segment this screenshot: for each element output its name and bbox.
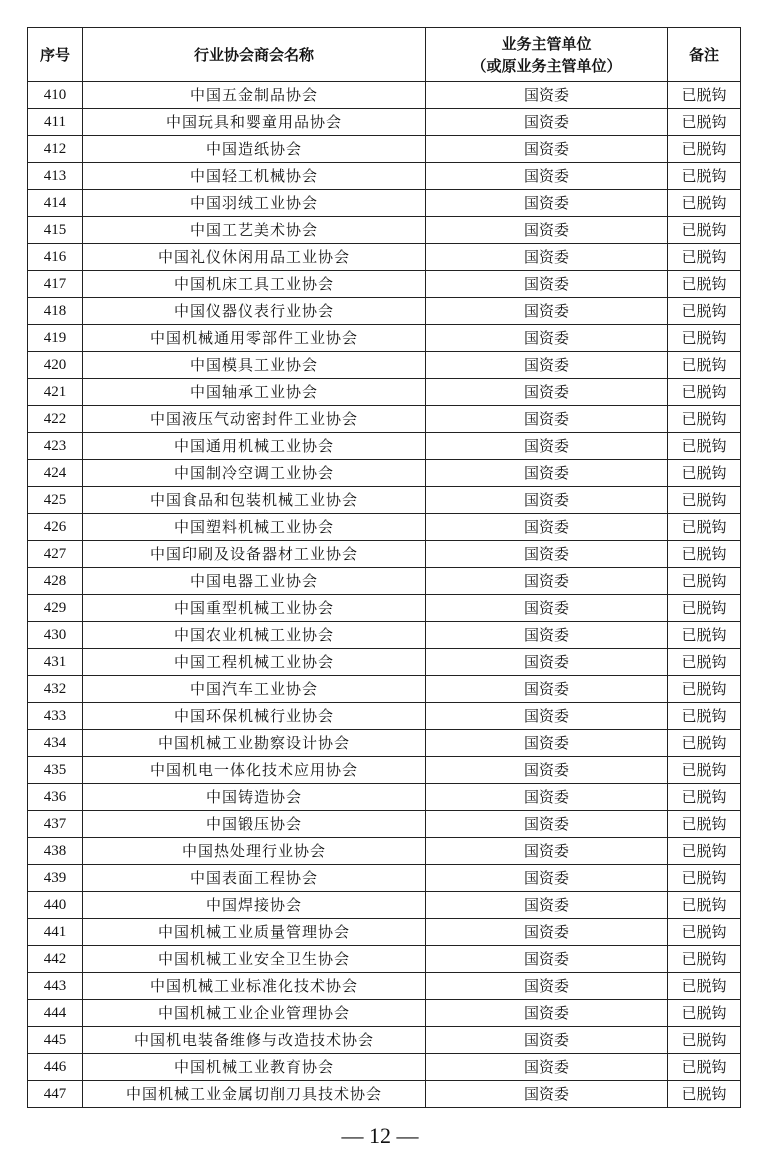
table-row: [28, 865, 741, 892]
cell-association-name: 中国玩具和婴童用品协会: [83, 109, 426, 136]
cell-note: 已脱钩: [668, 919, 741, 946]
cell-association-name: 中国汽车工业协会: [83, 676, 426, 703]
cell-authority: 国资委: [426, 487, 668, 514]
cell-index: 426: [28, 514, 83, 541]
cell-note: 已脱钩: [668, 703, 741, 730]
cell-authority: 国资委: [426, 973, 668, 1000]
table-row: [28, 622, 741, 649]
cell-note: 已脱钩: [668, 784, 741, 811]
cell-index: 446: [28, 1054, 83, 1081]
table-row: [28, 946, 741, 973]
cell-authority: 国资委: [426, 82, 668, 109]
cell-association-name: 中国机电一体化技术应用协会: [83, 757, 426, 784]
cell-note: 已脱钩: [668, 487, 741, 514]
cell-authority: 国资委: [426, 217, 668, 244]
cell-index: 418: [28, 298, 83, 325]
cell-note: 已脱钩: [668, 730, 741, 757]
cell-authority: 国资委: [426, 1081, 668, 1108]
table-row: [28, 460, 741, 487]
cell-note: 已脱钩: [668, 379, 741, 406]
table-row: [28, 352, 741, 379]
table-row: [28, 109, 741, 136]
cell-note: 已脱钩: [668, 325, 741, 352]
cell-note: 已脱钩: [668, 163, 741, 190]
header-note: 备注: [668, 28, 741, 82]
header-name: 行业协会商会名称: [83, 28, 426, 82]
cell-association-name: 中国焊接协会: [83, 892, 426, 919]
cell-association-name: 中国制冷空调工业协会: [83, 460, 426, 487]
table-row: [28, 838, 741, 865]
cell-association-name: 中国食品和包装机械工业协会: [83, 487, 426, 514]
cell-index: 443: [28, 973, 83, 1000]
cell-association-name: 中国环保机械行业协会: [83, 703, 426, 730]
cell-association-name: 中国表面工程协会: [83, 865, 426, 892]
cell-note: 已脱钩: [668, 757, 741, 784]
cell-association-name: 中国铸造协会: [83, 784, 426, 811]
cell-authority: 国资委: [426, 703, 668, 730]
cell-authority: 国资委: [426, 1000, 668, 1027]
table-row: [28, 163, 741, 190]
table-row: [28, 1054, 741, 1081]
cell-association-name: 中国五金制品协会: [83, 82, 426, 109]
table-row: [28, 973, 741, 1000]
cell-authority: 国资委: [426, 649, 668, 676]
table-row: [28, 487, 741, 514]
cell-association-name: 中国机械通用零部件工业协会: [83, 325, 426, 352]
cell-association-name: 中国仪器仪表行业协会: [83, 298, 426, 325]
cell-association-name: 中国机床工具工业协会: [83, 271, 426, 298]
table-row: [28, 892, 741, 919]
cell-association-name: 中国塑料机械工业协会: [83, 514, 426, 541]
table-row: [28, 595, 741, 622]
table-row: [28, 136, 741, 163]
cell-association-name: 中国液压气动密封件工业协会: [83, 406, 426, 433]
cell-association-name: 中国机械工业安全卫生协会: [83, 946, 426, 973]
cell-note: 已脱钩: [668, 82, 741, 109]
cell-authority: 国资委: [426, 298, 668, 325]
cell-authority: 国资委: [426, 676, 668, 703]
table-row: [28, 325, 741, 352]
cell-note: 已脱钩: [668, 1000, 741, 1027]
cell-index: 423: [28, 433, 83, 460]
cell-note: 已脱钩: [668, 811, 741, 838]
table-row: [28, 703, 741, 730]
cell-index: 413: [28, 163, 83, 190]
cell-note: 已脱钩: [668, 838, 741, 865]
cell-index: 442: [28, 946, 83, 973]
cell-index: 421: [28, 379, 83, 406]
cell-note: 已脱钩: [668, 190, 741, 217]
cell-note: 已脱钩: [668, 649, 741, 676]
cell-index: 436: [28, 784, 83, 811]
table-row: [28, 82, 741, 109]
table-row: [28, 541, 741, 568]
cell-association-name: 中国热处理行业协会: [83, 838, 426, 865]
table-row: [28, 1027, 741, 1054]
table-row: [28, 919, 741, 946]
cell-association-name: 中国机械工业质量管理协会: [83, 919, 426, 946]
header-row: [28, 28, 741, 82]
cell-note: 已脱钩: [668, 514, 741, 541]
cell-authority: 国资委: [426, 136, 668, 163]
cell-note: 已脱钩: [668, 433, 741, 460]
cell-index: 414: [28, 190, 83, 217]
cell-note: 已脱钩: [668, 892, 741, 919]
cell-authority: 国资委: [426, 244, 668, 271]
cell-index: 447: [28, 1081, 83, 1108]
cell-association-name: 中国机械工业企业管理协会: [83, 1000, 426, 1027]
cell-note: 已脱钩: [668, 406, 741, 433]
header-authority: [426, 28, 668, 82]
cell-index: 424: [28, 460, 83, 487]
cell-association-name: 中国模具工业协会: [83, 352, 426, 379]
cell-association-name: 中国机械工业教育协会: [83, 1054, 426, 1081]
cell-association-name: 中国电器工业协会: [83, 568, 426, 595]
cell-authority: 国资委: [426, 595, 668, 622]
cell-index: 444: [28, 1000, 83, 1027]
cell-index: 428: [28, 568, 83, 595]
cell-authority: 国资委: [426, 109, 668, 136]
cell-index: 430: [28, 622, 83, 649]
cell-association-name: 中国机械工业标准化技术协会: [83, 973, 426, 1000]
cell-association-name: 中国羽绒工业协会: [83, 190, 426, 217]
cell-note: 已脱钩: [668, 568, 741, 595]
cell-note: 已脱钩: [668, 622, 741, 649]
cell-note: 已脱钩: [668, 136, 741, 163]
header-authority-line2: （或原业务主管单位）: [471, 56, 622, 75]
cell-association-name: 中国印刷及设备器材工业协会: [83, 541, 426, 568]
cell-authority: 国资委: [426, 919, 668, 946]
cell-authority: 国资委: [426, 271, 668, 298]
cell-index: 410: [28, 82, 83, 109]
table-row: [28, 676, 741, 703]
cell-index: 429: [28, 595, 83, 622]
cell-authority: 国资委: [426, 1054, 668, 1081]
table-row: [28, 784, 741, 811]
cell-note: 已脱钩: [668, 244, 741, 271]
table-row: [28, 649, 741, 676]
cell-note: 已脱钩: [668, 595, 741, 622]
table-row: [28, 379, 741, 406]
cell-note: 已脱钩: [668, 271, 741, 298]
table-row: [28, 1000, 741, 1027]
cell-index: 420: [28, 352, 83, 379]
table-row: [28, 190, 741, 217]
cell-note: 已脱钩: [668, 541, 741, 568]
cell-index: 438: [28, 838, 83, 865]
cell-note: 已脱钩: [668, 865, 741, 892]
cell-association-name: 中国轴承工业协会: [83, 379, 426, 406]
cell-authority: 国资委: [426, 730, 668, 757]
cell-authority: 国资委: [426, 325, 668, 352]
cell-authority: 国资委: [426, 541, 668, 568]
cell-authority: 国资委: [426, 811, 668, 838]
cell-authority: 国资委: [426, 352, 668, 379]
cell-index: 435: [28, 757, 83, 784]
cell-authority: 国资委: [426, 460, 668, 487]
table-row: [28, 514, 741, 541]
cell-index: 415: [28, 217, 83, 244]
cell-index: 417: [28, 271, 83, 298]
cell-association-name: 中国礼仪休闲用品工业协会: [83, 244, 426, 271]
cell-index: 411: [28, 109, 83, 136]
cell-index: 439: [28, 865, 83, 892]
cell-index: 433: [28, 703, 83, 730]
page-number: — 12 —: [341, 1123, 419, 1148]
cell-authority: 国资委: [426, 865, 668, 892]
cell-association-name: 中国工艺美术协会: [83, 217, 426, 244]
table-row: [28, 244, 741, 271]
cell-note: 已脱钩: [668, 352, 741, 379]
cell-authority: 国资委: [426, 190, 668, 217]
cell-authority: 国资委: [426, 406, 668, 433]
table-row: [28, 811, 741, 838]
table-row: [28, 406, 741, 433]
cell-index: 445: [28, 1027, 83, 1054]
cell-association-name: 中国工程机械工业协会: [83, 649, 426, 676]
header-authority-line1: 业务主管单位: [501, 34, 592, 53]
cell-authority: 国资委: [426, 379, 668, 406]
cell-authority: 国资委: [426, 568, 668, 595]
cell-note: 已脱钩: [668, 217, 741, 244]
cell-association-name: 中国重型机械工业协会: [83, 595, 426, 622]
cell-note: 已脱钩: [668, 973, 741, 1000]
cell-note: 已脱钩: [668, 298, 741, 325]
table-row: [28, 271, 741, 298]
table-row: [28, 568, 741, 595]
table-row: [28, 298, 741, 325]
table-row: [28, 217, 741, 244]
cell-association-name: 中国机电装备维修与改造技术协会: [83, 1027, 426, 1054]
cell-index: 431: [28, 649, 83, 676]
table-row: [28, 730, 741, 757]
cell-index: 419: [28, 325, 83, 352]
header-index: 序号: [28, 28, 83, 82]
cell-authority: 国资委: [426, 838, 668, 865]
cell-authority: 国资委: [426, 757, 668, 784]
cell-note: 已脱钩: [668, 460, 741, 487]
cell-index: 432: [28, 676, 83, 703]
cell-note: 已脱钩: [668, 946, 741, 973]
cell-note: 已脱钩: [668, 1081, 741, 1108]
cell-note: 已脱钩: [668, 1054, 741, 1081]
association-table: [27, 27, 741, 1108]
cell-authority: 国资委: [426, 946, 668, 973]
cell-association-name: 中国锻压协会: [83, 811, 426, 838]
cell-authority: 国资委: [426, 514, 668, 541]
cell-association-name: 中国机械工业金属切削刀具技术协会: [83, 1081, 426, 1108]
table-row: [28, 1081, 741, 1108]
cell-note: 已脱钩: [668, 1027, 741, 1054]
cell-index: 416: [28, 244, 83, 271]
cell-note: 已脱钩: [668, 676, 741, 703]
cell-authority: 国资委: [426, 622, 668, 649]
cell-association-name: 中国机械工业勘察设计协会: [83, 730, 426, 757]
cell-index: 434: [28, 730, 83, 757]
cell-authority: 国资委: [426, 892, 668, 919]
table-row: [28, 757, 741, 784]
table-header: [28, 28, 741, 82]
cell-index: 412: [28, 136, 83, 163]
cell-index: 422: [28, 406, 83, 433]
cell-association-name: 中国轻工机械协会: [83, 163, 426, 190]
cell-authority: 国资委: [426, 1027, 668, 1054]
cell-authority: 国资委: [426, 784, 668, 811]
cell-association-name: 中国农业机械工业协会: [83, 622, 426, 649]
table-body: [28, 82, 741, 1108]
cell-index: 441: [28, 919, 83, 946]
cell-authority: 国资委: [426, 163, 668, 190]
cell-association-name: 中国通用机械工业协会: [83, 433, 426, 460]
cell-authority: 国资委: [426, 433, 668, 460]
cell-index: 425: [28, 487, 83, 514]
table-row: [28, 433, 741, 460]
cell-index: 440: [28, 892, 83, 919]
cell-index: 427: [28, 541, 83, 568]
cell-index: 437: [28, 811, 83, 838]
cell-note: 已脱钩: [668, 109, 741, 136]
cell-association-name: 中国造纸协会: [83, 136, 426, 163]
